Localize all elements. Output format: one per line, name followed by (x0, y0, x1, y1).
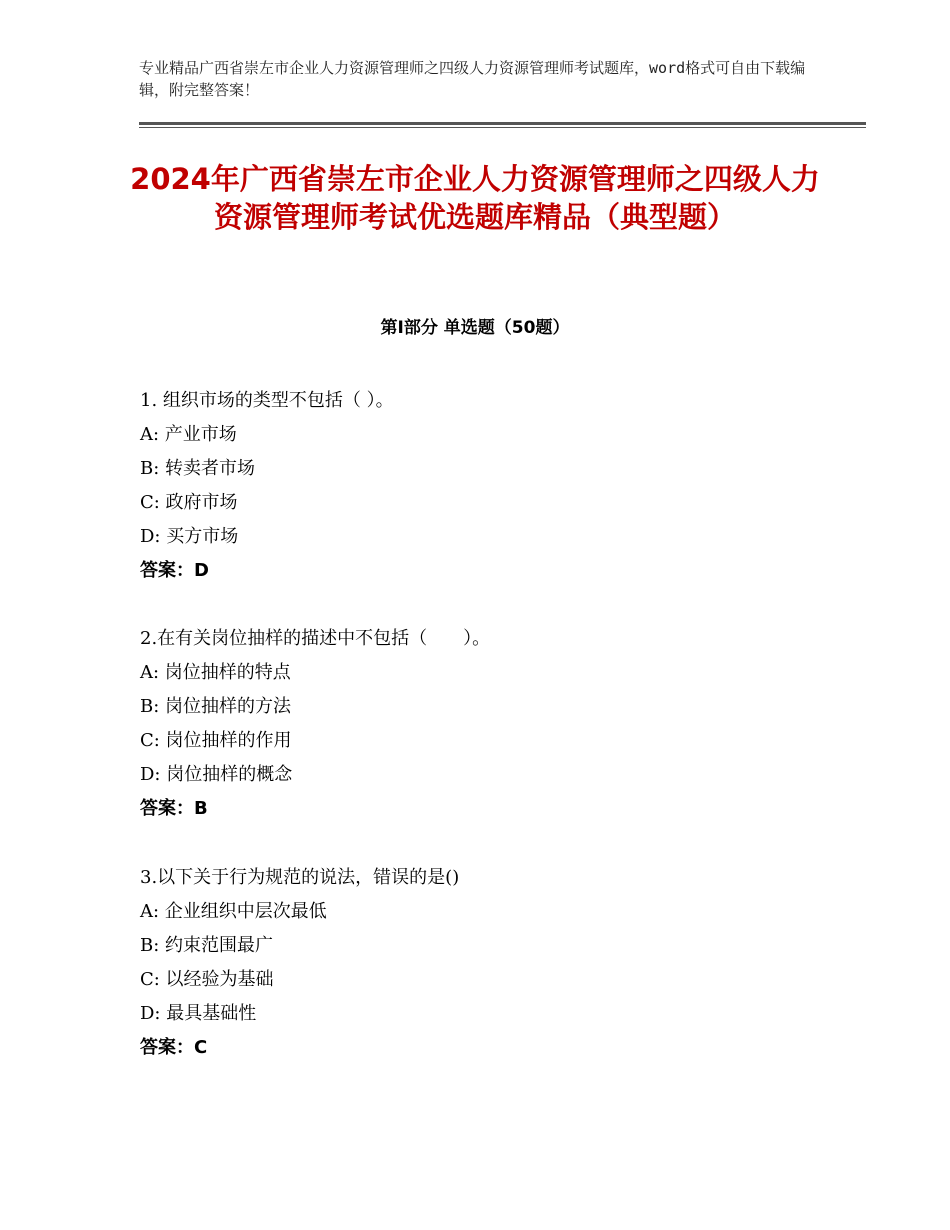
option-d: D: 买方市场 (140, 526, 239, 547)
option-c: C: 岗位抽样的作用 (140, 730, 292, 751)
header-rule-thin (139, 127, 866, 128)
option-a: A: 产业市场 (140, 424, 237, 445)
answer-label: 答案：D (140, 560, 209, 581)
answer-label: 答案：C (140, 1037, 208, 1058)
question-block (140, 384, 860, 588)
question-stem: 3.以下关于行为规范的说法，错误的是() (140, 867, 460, 888)
option-c: C: 以经验为基础 (140, 969, 274, 990)
option-b: B: 岗位抽样的方法 (140, 696, 292, 717)
document-title: 2024年广西省崇左市企业人力资源管理师之四级人力资源管理师考试优选题库精品（典型题） (130, 162, 820, 234)
answer-label: 答案：B (140, 798, 208, 819)
option-a: A: 岗位抽样的特点 (140, 662, 291, 683)
question-block (140, 622, 860, 826)
option-d: D: 最具基础性 (140, 1003, 257, 1024)
option-b: B: 约束范围最广 (140, 935, 274, 956)
question-block (140, 861, 860, 1065)
option-d: D: 岗位抽样的概念 (140, 764, 293, 785)
question-stem: 2.在有关岗位抽样的描述中不包括（ ）。 (140, 628, 491, 649)
option-b: B: 转卖者市场 (140, 458, 256, 479)
header-rule-thick (139, 122, 866, 125)
header-note: 专业精品广西省崇左市企业人力资源管理师之四级人力资源管理师考试题库，word格式可自由下载编辑，附完整答案！ (139, 59, 806, 99)
section-heading: 第Ⅰ部分 单选题（50题） (380, 318, 570, 338)
option-c: C: 政府市场 (140, 492, 238, 513)
question-stem: 1. 组织市场的类型不包括（ ）。 (140, 390, 394, 411)
option-a: A: 企业组织中层次最低 (140, 901, 327, 922)
